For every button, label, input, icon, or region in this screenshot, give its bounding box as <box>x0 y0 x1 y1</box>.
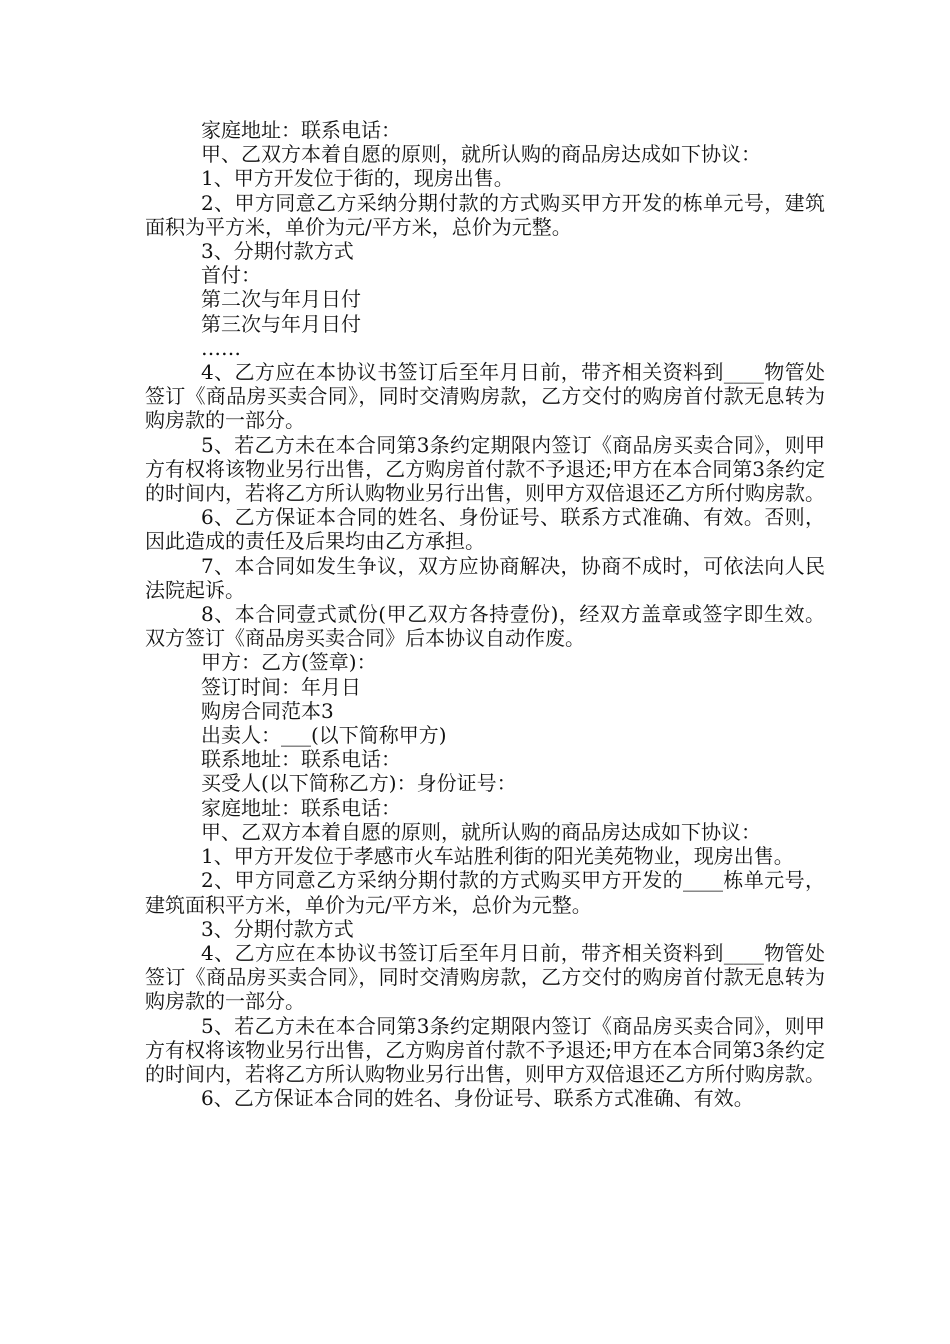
paragraph: 第二次与年月日付 <box>201 287 361 312</box>
paragraph: 8、本合同壹式贰份(甲乙双方各持壹份)，经双方盖章或签字即生效。双方签订《商品房买卖合同》后本协议自动作废。 <box>145 602 825 651</box>
paragraph: 买受人(以下简称乙方)：身份证号： <box>201 771 517 796</box>
paragraph: 家庭地址：联系电话： <box>201 795 401 820</box>
paragraph: 5、若乙方未在本合同第3条约定期限内签订《商品房买卖合同》，则甲方有权将该物业另行出售，乙方购房首付款不予退还;甲方在本合同第3条约定的时间内，若将乙方所认购物业另行出售，则甲方双倍退还乙方所付购房款。 <box>145 1013 825 1086</box>
paragraph: 签订时间：年月日 <box>201 674 361 699</box>
paragraph: 联系地址：联系电话： <box>201 747 401 772</box>
paragraph: 出卖人：___(以下简称甲方) <box>201 723 447 748</box>
paragraph: 甲方：乙方(签章)： <box>201 650 377 675</box>
paragraph: 首付： <box>201 263 261 288</box>
paragraph: 3、分期付款方式 <box>201 916 354 941</box>
paragraph: 第三次与年月日付 <box>201 311 361 336</box>
section-title: 购房合同范本3 <box>201 698 334 723</box>
paragraph: 6、乙方保证本合同的姓名、身份证号、联系方式准确、有效。否则，因此造成的责任及后果均由乙方承担。 <box>145 505 825 554</box>
paragraph: 1、甲方开发位于街的，现房出售。 <box>201 166 514 191</box>
paragraph: 甲、乙双方本着自愿的原则，就所认购的商品房达成如下协议： <box>201 819 761 844</box>
paragraph: 1、甲方开发位于孝感市火车站胜利街的阳光美苑物业，现房出售。 <box>201 844 794 869</box>
paragraph: 6、乙方保证本合同的姓名、身份证号、联系方式准确、有效。 <box>201 1086 754 1111</box>
paragraph: 7、本合同如发生争议，双方应协商解决，协商不成时，可依法向人民法院起诉。 <box>145 553 825 602</box>
paragraph: 4、乙方应在本协议书签订后至年月日前，带齐相关资料到____物管处签订《商品房买卖合同》，同时交清购房款，乙方交付的购房首付款无息转为购房款的一部分。 <box>145 940 825 1014</box>
paragraph: …… <box>201 335 241 360</box>
paragraph: 2、甲方同意乙方采纳分期付款的方式购买甲方开发的____栋单元号，建筑面积平方米，单价为元/平方米，总价为元整。 <box>145 868 825 917</box>
paragraph: 3、分期付款方式 <box>201 239 354 264</box>
paragraph: 5、若乙方未在本合同第3条约定期限内签订《商品房买卖合同》，则甲方有权将该物业另行出售，乙方购房首付款不予退还;甲方在本合同第3条约定的时间内，若将乙方所认购物业另行出售，则甲方双倍退还乙方所付购房款。 <box>145 432 825 506</box>
paragraph: 家庭地址：联系电话： <box>201 118 401 142</box>
document-page <box>145 118 825 1110</box>
paragraph: 4、乙方应在本协议书签订后至年月日前，带齐相关资料到____物管处签订《商品房买卖合同》，同时交清购房款，乙方交付的购房首付款无息转为购房款的一部分。 <box>145 360 825 433</box>
paragraph: 2、甲方同意乙方采纳分期付款的方式购买甲方开发的栋单元号，建筑面积为平方米，单价为元/平方米，总价为元整。 <box>145 190 825 239</box>
paragraph: 甲、乙双方本着自愿的原则，就所认购的商品房达成如下协议： <box>201 142 761 167</box>
